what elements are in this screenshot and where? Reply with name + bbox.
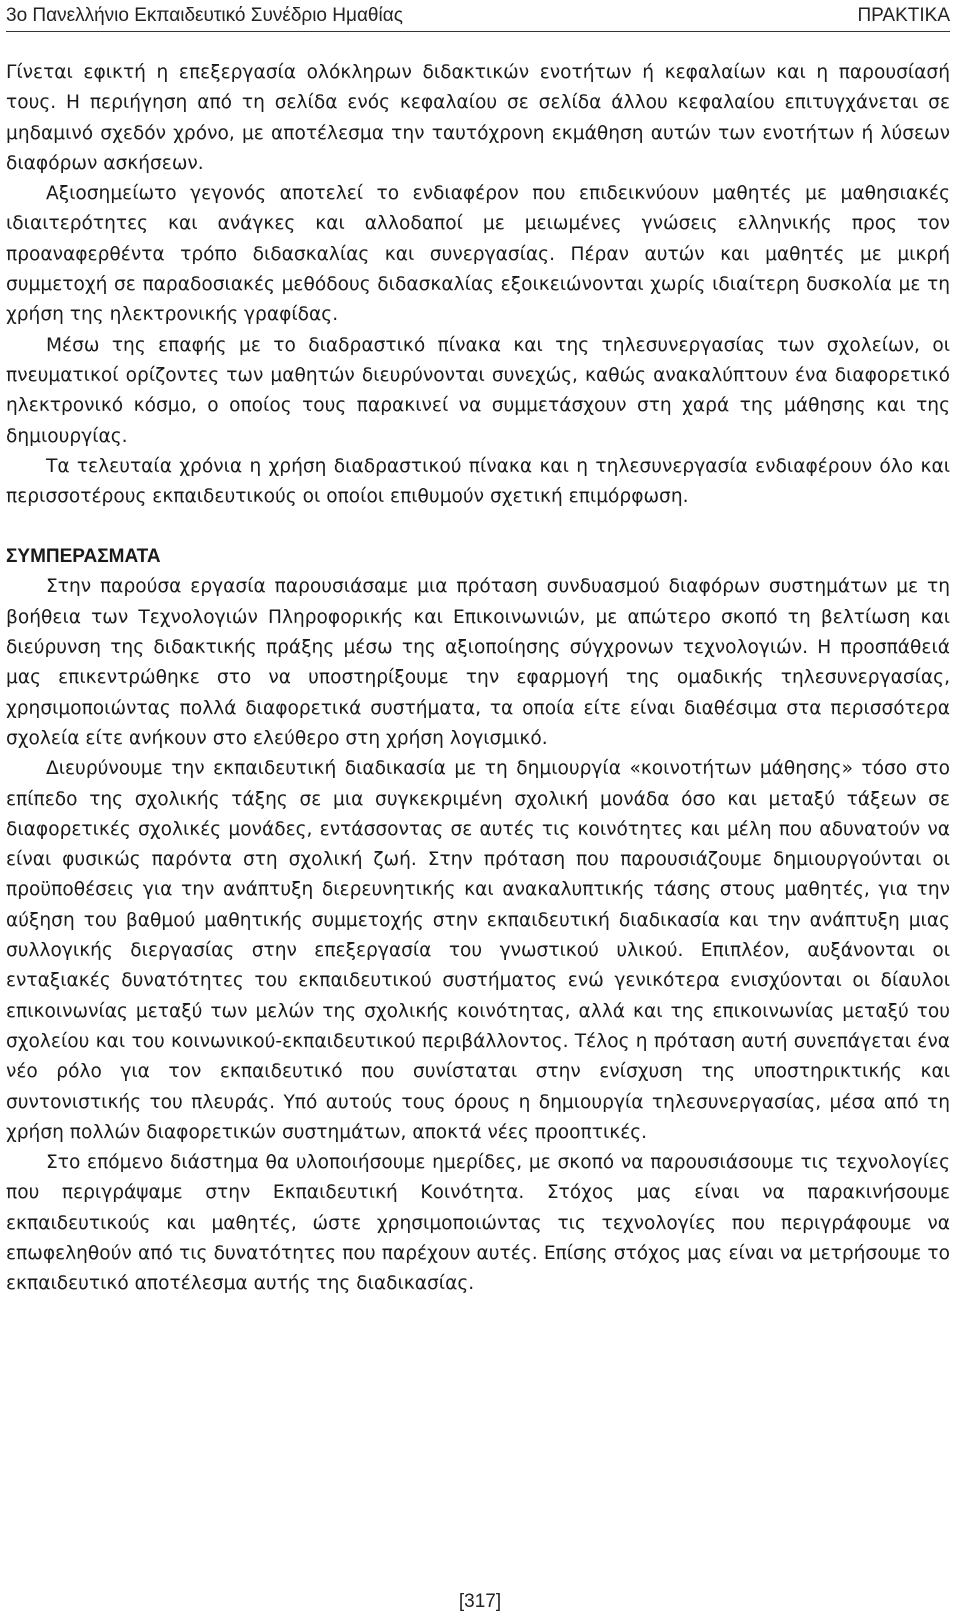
paragraph: Τα τελευταία χρόνια η χρήση διαδραστικού πίνακα και η τηλεσυνεργασία ενδιαφέρουν όλο και περισσοτέρους εκπαιδευτικούς οι οποίοι επιθυμούν σχετική επιμόρφωση. bbox=[6, 455, 950, 508]
paragraph: Μέσω της επαφής με το διαδραστικό πίνακα και της τηλεσυνεργασίας των σχολείων, οι πνευματικοί ορίζοντες των μαθητών διευρύνονται συνεχώς, καθώς ανακαλύπτουν ένα διαφορετικό ηλεκτρονικό κόσμο, ο οποίος τους παρακινεί να συμμετάσχουν στη χαρά της μάθησης και της δημιουργίας. bbox=[6, 334, 950, 447]
paragraph-continued: Γίνεται εφικτή η επεξεργασία ολόκληρων διδακτικών ενοτήτων ή κεφαλαίων και η παρουσίασή τους. Η περιήγηση από τη σελίδα ενός κεφαλαίου σε σελίδα άλλου κεφαλαίου επιτυγχάνεται σε μηδαμινό σχεδόν χρόνο, με αποτέλεσμα την ταυτόχρονη εκμάθηση αυτών των ενοτήτων ή λύσεων διαφόρων ασκήσεων. bbox=[6, 62, 950, 174]
page-body bbox=[6, 58, 950, 1300]
paragraph: Στην παρούσα εργασία παρουσιάσαμε μια πρόταση συνδυασμού διαφόρων συστημάτων με τη βοήθεια των Τεχνολογιών Πληροφορικής και Επικοινωνιών, με απώτερο σκοπό τη βελτίωση και διεύρυνση της διδακτικής πράξης μέσω της αξιοποίησης σύγχρονων τεχνολογιών. Η προσπάθειά μας επικεντρώθηκε στο να υποστηρίξουμε την εφαρμογή της ομαδικής τηλεσυνεργασίας, χρησιμοποιώντας πολλά διαφορετικά συστήματα, τα οποία είτε είναι διαθέσιμα στα περισσότερα σχολεία είτε ανήκουν στο ελεύθερο στη χρήση λογισμικό. bbox=[6, 576, 950, 749]
paragraph: Στο επόμενο διάστημα θα υλοποιήσουμε ημερίδες, με σκοπό να παρουσιάσουμε τις τεχνολογίες που περιγράψαμε στην Εκπαιδευτική Κοινότητα. Στόχος μας είναι να παρακινήσουμε εκπαιδευτικούς και μαθητές, ώστε χρησιμοποιώντας τις τεχνολογίες που περιγράφουμε να επωφεληθούν από τις δυνατότητες που παρέχουν αυτές. Επίσης στόχος μας είναι να μετρήσουμε το εκπαιδευτικό αποτέλεσμα αυτής της διαδικασίας. bbox=[6, 1152, 950, 1295]
proceedings-label: ΠΡΑΚΤΙΚΑ bbox=[857, 4, 950, 26]
page-number: [317] bbox=[458, 1591, 502, 1612]
page-header bbox=[6, 0, 950, 32]
conference-title: 3ο Πανελλήνιο Εκπαιδευτικό Συνέδριο Ημαθίας bbox=[6, 4, 403, 26]
section-heading-conclusions: ΣΥΜΠΕΡΑΣΜΑΤΑ bbox=[6, 546, 161, 568]
paragraph: Αξιοσημείωτο γεγονός αποτελεί το ενδιαφέρον που επιδεικνύουν μαθητές με μαθησιακές ιδιαιτερότητες και ανάγκες και αλλοδαποί με μειωμένες γνώσεις ελληνικής προς τον προαναφερθέντα τρόπο διδασκαλίας και συνεργασίας. Πέραν αυτών και μαθητές με μικρή συμμετοχή σε παραδοσιακές μεθόδους διδασκαλίας εξοικειώνονται χωρίς ιδιαίτερη δυσκολία με τη χρήση της ηλεκτρονικής γραφίδας. bbox=[6, 183, 950, 326]
paragraph: Διευρύνουμε την εκπαιδευτική διαδικασία με τη δημιουργία «κοινοτήτων μάθησης» τόσο στο επίπεδο της σχολικής τάξης σε μια συγκεκριμένη σχολική μονάδα όσο και μεταξύ τάξεων σε διαφορετικές σχολικές μονάδες, εντάσσοντας σε αυτές τις κοινότητες και μέλη που αδυνατούν να είναι φυσικώς παρόντα στη σχολική ζωή. Στην πρόταση που παρουσιάζουμε δημιουργούνται οι προϋποθέσεις για την ανάπτυξη διερευνητικής και ανακαλυπτικής τάσης στους μαθητές, για την αύξηση του βαθμού μαθητικής συμμετοχής στην εκπαιδευτική διαδικασία και την ανάπτυξη μιας συλλογικής διεργασίας στην επεξεργασία του γνωστικού υλικού. Επιπλέον, αυξάνονται οι ενταξιακές δυνατότητες του εκπαιδευτικού συστήματος ενώ γενικότερα ενισχύονται οι δίαυλοι επικοινωνίας μεταξύ των μελών της σχολικής κοινότητας, αλλά και της επικοινωνίας μεταξύ του σχολείου και του κοινωνικού-εκπαιδευτικού περιβάλλοντος. Τέλος η πρόταση αυτή συνεπάγεται ένα νέο ρόλο για τον εκπαιδευτικό που συνίσταται στην ενίσχυση της υποστηρικτικής και συντονιστικής του πλευράς. Υπό αυτούς τους όρους η δημιουργία τηλεσυνεργασίας, μέσα από τη χρήση πολλών διαφορετικών συστημάτων, αποκτά νέες προοπτικές. bbox=[6, 758, 950, 1143]
